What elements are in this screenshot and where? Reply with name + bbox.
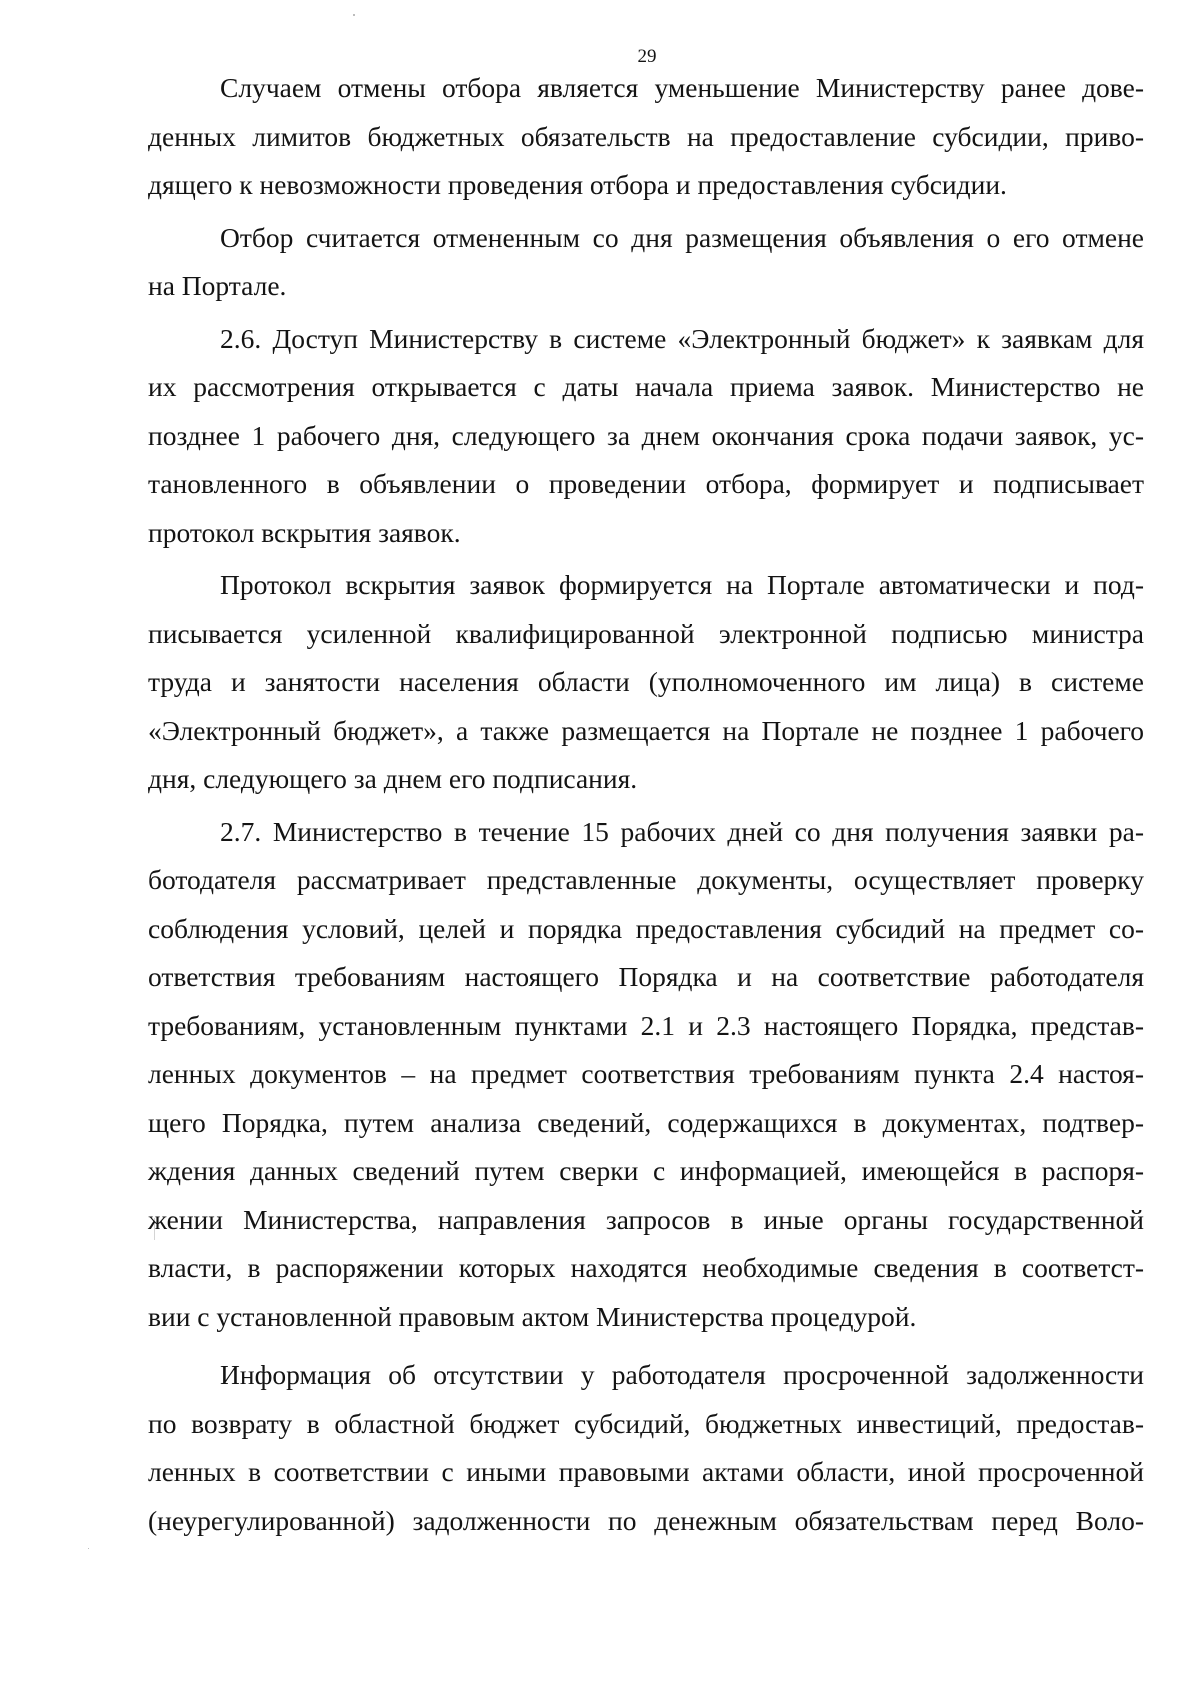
text-line: соблюдения условий, целей и порядка предоставления субсидий на предмет со- xyxy=(148,912,1144,944)
scan-speck xyxy=(353,14,355,16)
text-line: Протокол вскрытия заявок формируется на Портале автоматически и под- xyxy=(220,569,1144,600)
text-line: Случаем отмены отбора является уменьшение Министерству ранее дове- xyxy=(220,72,1144,103)
text-line: 2.6. Доступ Министерству в системе «Электронный бюджет» к заявкам для xyxy=(220,322,1144,354)
document-body xyxy=(148,64,1144,1545)
text-line: ответствия требованиям настоящего Порядка и на соответствие работодателя xyxy=(148,961,1144,992)
text-line: ботодателя рассматривает представленные документы, осуществляет проверку xyxy=(148,864,1144,895)
text-line: ленных документов – на предмет соответствия требованиям пункта 2.4 настоя- xyxy=(148,1058,1144,1089)
paragraph xyxy=(148,1351,1144,1545)
text-line: позднее 1 рабочего дня, следующего за днем окончания срока подачи заявок, ус- xyxy=(148,419,1144,451)
text-line: Отбор считается отмененным со дня размещения объявления о его отмене xyxy=(220,221,1144,253)
paragraph xyxy=(148,315,1144,558)
text-line: требованиям, установленным пунктами 2.1 и 2.3 настоящего Порядка, представ- xyxy=(148,1009,1144,1041)
text-line: 2.7. Министерство в течение 15 рабочих дней со дня получения заявки ра- xyxy=(220,815,1144,847)
paragraph xyxy=(148,214,1144,311)
paragraph xyxy=(148,808,1144,1342)
text-line: жении Министерства, направления запросов в иные органы государственной xyxy=(148,1203,1144,1235)
text-line: их рассмотрения открывается с даты начала приема заявок. Министерство не xyxy=(148,371,1144,402)
text-line: (неурегулированной) задолженности по денежным обязательствам перед Воло- xyxy=(148,1504,1144,1536)
text-line: «Электронный бюджет», а также размещается на Портале не позднее 1 рабочего xyxy=(148,714,1144,746)
paragraph xyxy=(148,64,1144,210)
text-line: власти, в распоряжении которых находятся необходимые сведения в соответст- xyxy=(148,1252,1144,1283)
paragraph xyxy=(148,561,1144,804)
text-line: дня, следующего за днем его подписания. xyxy=(148,763,638,794)
text-line: дящего к невозможности проведения отбора и предоставления субсидии. xyxy=(148,169,1007,200)
text-line: вии с установленной правовым актом Министерства процедурой. xyxy=(148,1300,917,1332)
text-line: щего Порядка, путем анализа сведений, содержащихся в документах, подтвер- xyxy=(148,1106,1144,1138)
scan-speck xyxy=(88,1548,89,1549)
text-line: ленных в соответствии с иными правовыми актами области, иной просроченной xyxy=(148,1456,1144,1487)
text-line: ждения данных сведений путем сверки с информацией, имеющейся в распоря- xyxy=(148,1155,1144,1186)
text-line: тановленного в объявлении о проведении отбора, формирует и подписывает xyxy=(148,468,1144,499)
text-line: труда и занятости населения области (уполномоченного им лица) в системе xyxy=(148,666,1144,697)
text-line: Информация об отсутствии у работодателя просроченной задолженности xyxy=(220,1359,1144,1390)
text-line: протокол вскрытия заявок. xyxy=(148,516,461,548)
text-line: на Портале. xyxy=(148,270,287,301)
text-line: денных лимитов бюджетных обязательств на предоставление субсидии, приво- xyxy=(148,120,1144,152)
page-number: 29 xyxy=(637,46,657,67)
text-line: по возврату в областной бюджет субсидий, бюджетных инвестиций, предостав- xyxy=(148,1407,1144,1439)
text-line: писывается усиленной квалифицированной электронной подписью министра xyxy=(148,617,1144,649)
